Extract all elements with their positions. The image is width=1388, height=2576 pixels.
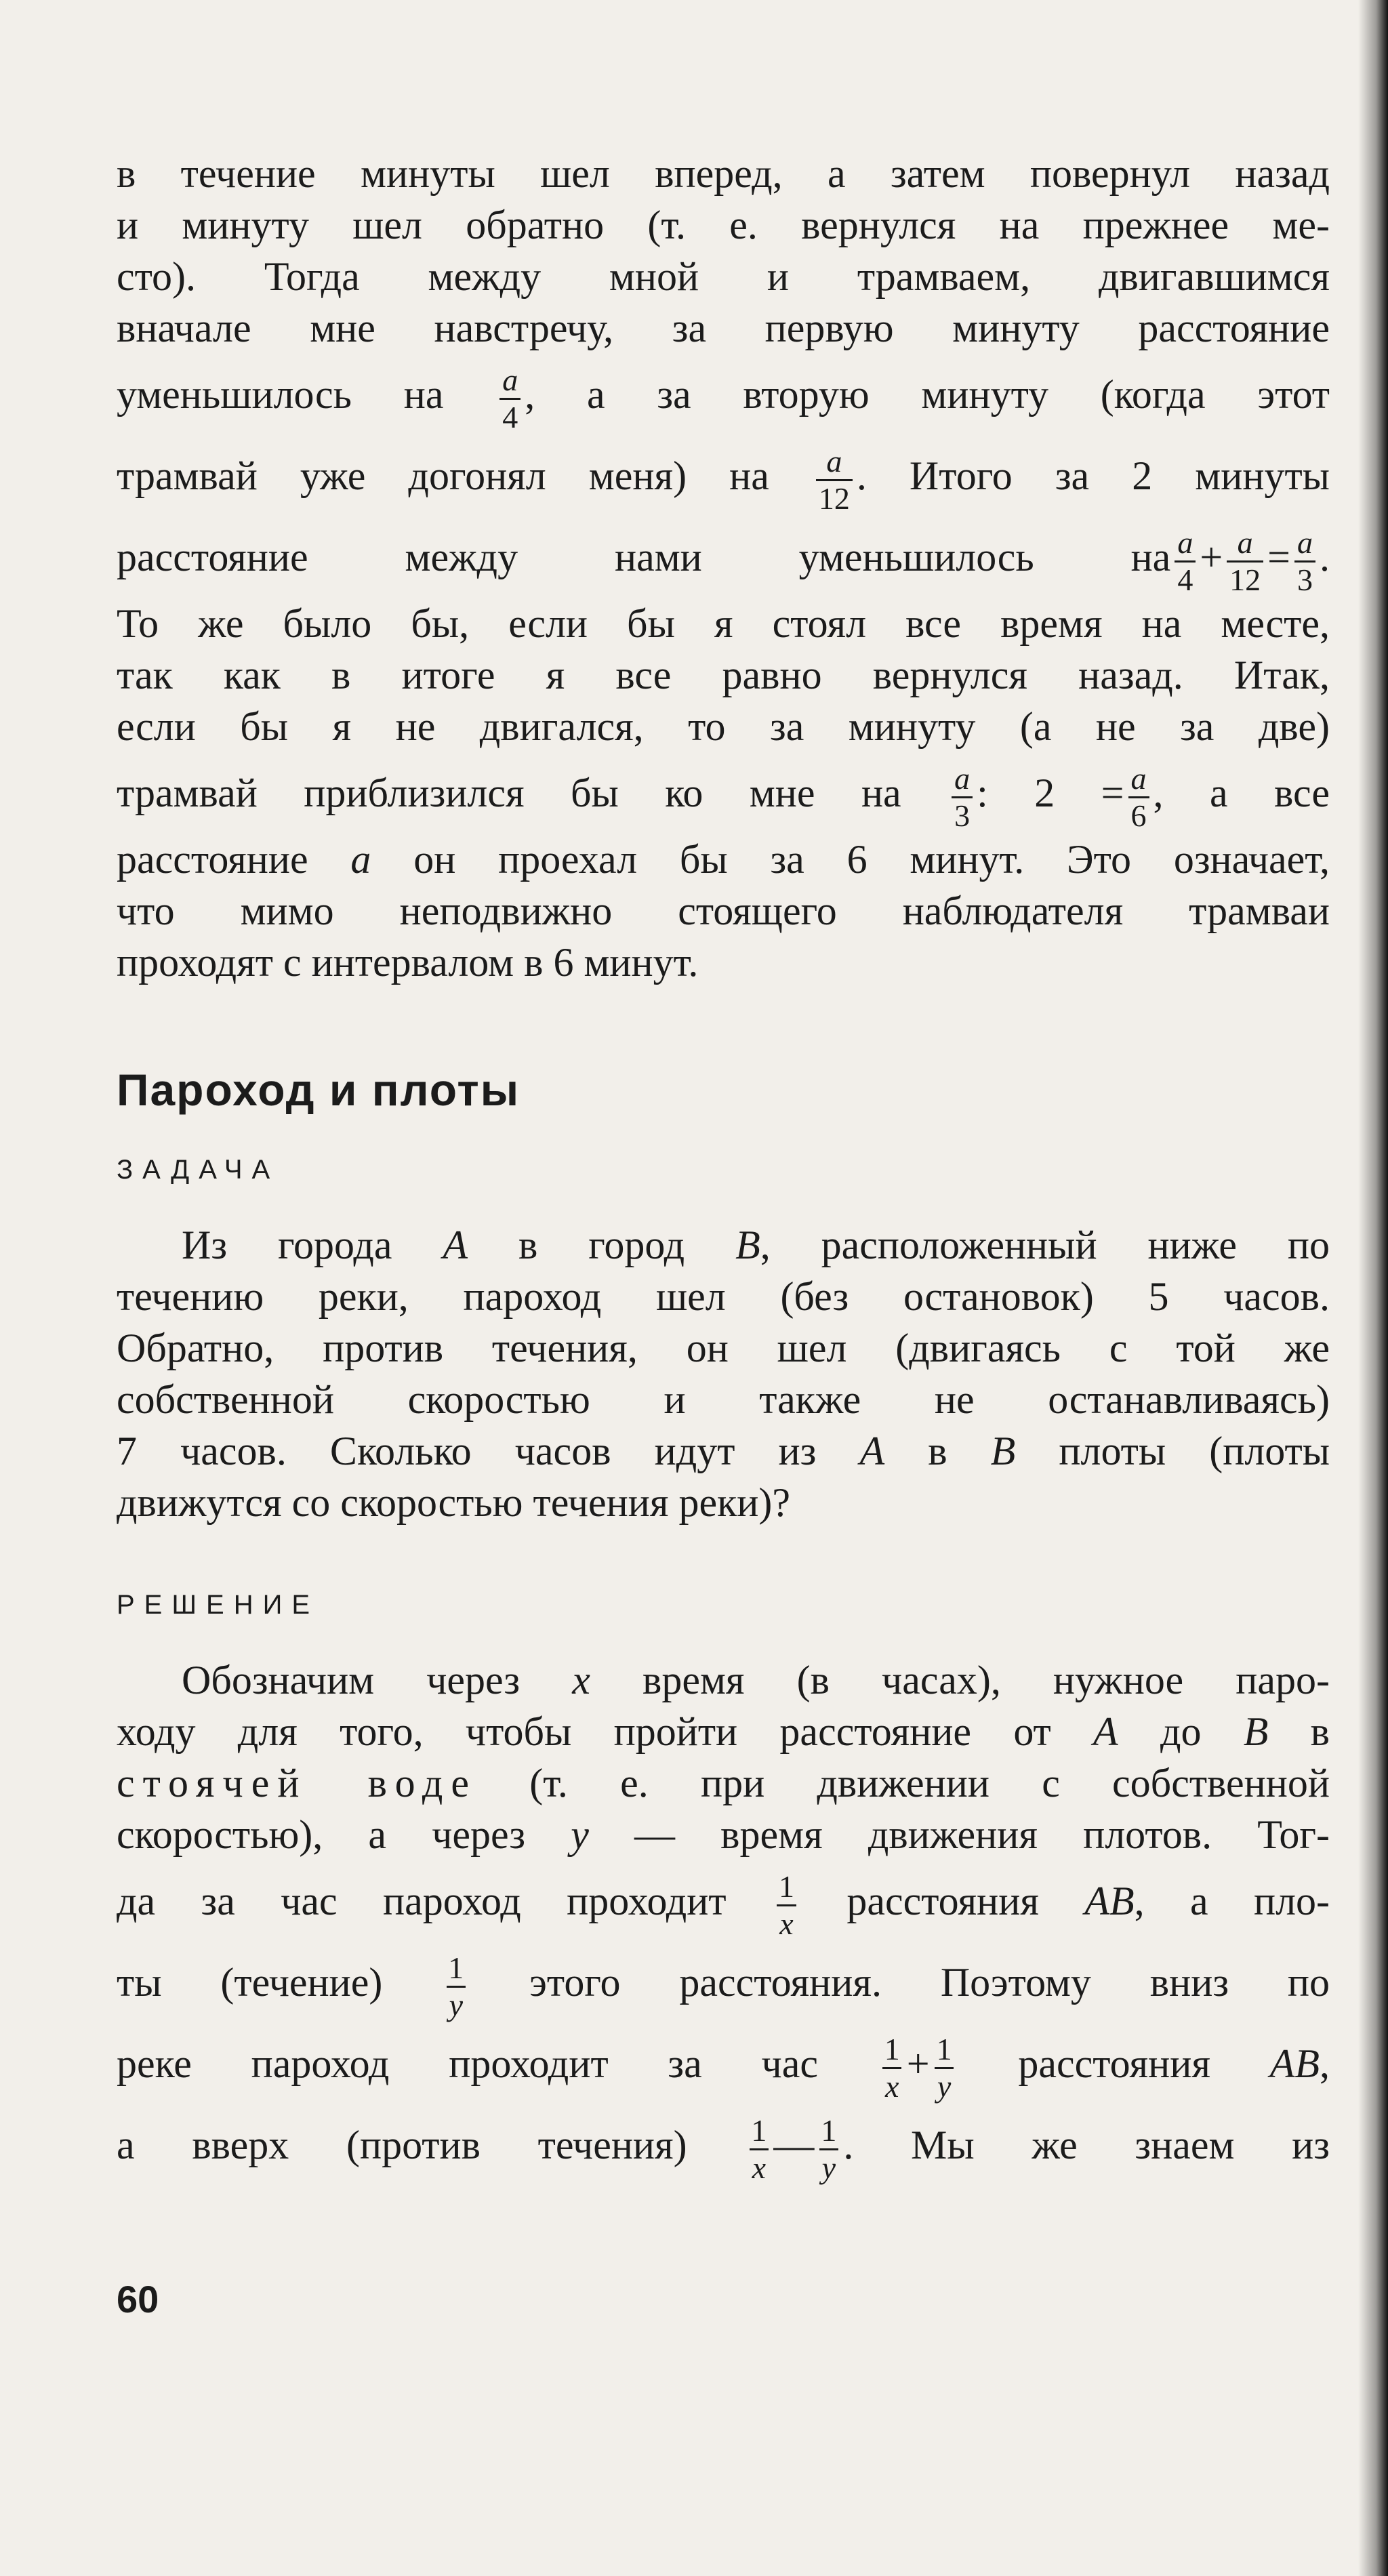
problem-label: ЗАДАЧА — [117, 1155, 280, 1185]
minus-sign: — — [773, 2123, 815, 2167]
text-line: реке пароход проходит за час $\frac{1}{x}$ + $\frac{1}{y}$ расстояния AB, — [117, 2031, 1330, 2104]
text-line: То же было бы, если бы я стоял все время на месте, — [117, 601, 1330, 646]
text-fragment: , а все — [1153, 771, 1330, 815]
text-line: сто). Тогда между мной и трамваем, двигавшимся — [117, 254, 1330, 299]
fraction-a-over-12: $\frac{a}{12}$ — [1227, 525, 1263, 598]
variable-B: B — [1243, 1709, 1269, 1754]
divide-by-two: : 2 = — [977, 771, 1124, 815]
fraction-a-over-3: $\frac{a}{3}$ — [1294, 525, 1315, 598]
emphasized-text: стоячей воде — [117, 1761, 477, 1805]
text-fragment: трамвай приблизился бы ко мне на — [117, 771, 901, 815]
variable-a: a — [350, 837, 371, 882]
text-fragment: уменьшилось на — [117, 372, 444, 417]
plus-sign: + — [906, 2041, 930, 2086]
text-fragment: . — [1320, 535, 1330, 579]
variable-A: A — [1093, 1709, 1118, 1754]
variable-AB: AB — [1084, 1879, 1135, 1923]
problem-paragraph — [117, 1219, 1330, 1528]
book-page — [117, 148, 1330, 2186]
text-line: 7 часов. Сколько часов идут из A в B плоты (плоты — [117, 1429, 1330, 1473]
text-line: собственной скоростью и также не останавливаясь) — [117, 1377, 1330, 1422]
text-line — [117, 435, 1330, 516]
fraction-a-over-3: $\frac{a}{3}$ — [952, 761, 973, 834]
text-line — [117, 354, 1330, 435]
equals-sign: = — [1267, 535, 1290, 579]
intro-paragraph — [117, 148, 1330, 988]
text-line: движутся со скоростью течения реки)? — [117, 1480, 790, 1525]
text-line: стоячей воде (т. е. при движении с собственной — [117, 1761, 1330, 1805]
text-fragment: расстояние между нами уменьшилось на — [117, 535, 1171, 579]
text-line: ходу для того, чтобы пройти расстояние от A до B в — [117, 1709, 1330, 1754]
fraction-1-over-y: $\frac{1}{y}$ — [818, 2113, 839, 2186]
solution-paragraph — [117, 1654, 1330, 2186]
variable-x: x — [572, 1658, 590, 1702]
fraction-1-over-y: $\frac{1}{y}$ — [445, 1950, 466, 2023]
text-fragment: . Итого за 2 минуты — [856, 453, 1330, 498]
text-line: Обратно, против течения, он шел (двигаясь с той же — [117, 1326, 1330, 1370]
section-title: Пароход и плоты — [117, 1065, 520, 1115]
plus-sign: + — [1200, 535, 1223, 579]
text-line — [117, 834, 1330, 885]
text-line: а вверх (против течения) $\frac{1}{x}$ — $\frac{1}{y}$ . Мы же знаем из — [117, 2112, 1330, 2185]
fraction-a-over-4: $\frac{a}{4}$ — [1175, 525, 1196, 598]
text-line: Из города A в город B, расположенный ниже по — [182, 1223, 1330, 1267]
variable-A: A — [443, 1223, 468, 1267]
text-line: и минуту шел обратно (т. е. вернулся на прежнее ме- — [117, 203, 1330, 247]
text-line: вначале мне навстречу, за первую минуту расстояние — [117, 306, 1330, 350]
variable-B: B — [735, 1223, 760, 1267]
text-fragment: он проехал бы за 6 минут. Это означает, — [413, 837, 1330, 882]
text-line: в течение минуты шел вперед, а затем повернул назад — [117, 151, 1330, 196]
fraction-1-over-x: $\frac{1}{x}$ — [882, 2032, 903, 2104]
text-line: Обозначим через x время (в часах), нужное паро- — [182, 1658, 1330, 1702]
fraction-a-over-12: $\frac{a}{12}$ — [816, 444, 853, 516]
text-line: ты (течение) $\frac{1}{y}$ этого расстояния. Поэтому вниз по — [117, 1950, 1330, 2022]
text-line: течению реки, пароход шел (без остановок) 5 часов. — [117, 1274, 1330, 1319]
text-fragment: , а за вторую минуту (когда этот — [525, 372, 1330, 417]
variable-AB: AB — [1269, 2041, 1320, 2086]
fraction-1-over-x: $\frac{1}{x}$ — [748, 2113, 769, 2186]
text-line: если бы я не двигался, то за минуту (а не за две) — [117, 704, 1330, 749]
text-line: да за час пароход проходит $\frac{1}{x}$ расстояния AB, а пло- — [117, 1868, 1330, 1941]
fraction-1-over-x: $\frac{1}{x}$ — [776, 1869, 797, 1942]
text-line: так как в итоге я все равно вернулся назад. Итак, — [117, 653, 1330, 697]
fraction-1-over-y: $\frac{1}{y}$ — [934, 2032, 955, 2104]
variable-B: B — [990, 1429, 1016, 1473]
book-spine-shadow — [1358, 0, 1388, 2576]
solution-label: РЕШЕНИЕ — [117, 1590, 320, 1620]
fraction-a-over-6: $\frac{a}{6}$ — [1128, 761, 1149, 834]
variable-A: A — [859, 1429, 885, 1473]
text-fragment: трамвай уже догонял меня) на — [117, 453, 769, 498]
variable-y: y — [571, 1812, 589, 1857]
text-line: проходят с интервалом в 6 минут. — [117, 940, 699, 985]
fraction-a-over-4: $\frac{a}{4}$ — [499, 363, 520, 435]
text-line — [117, 752, 1330, 834]
text-line: что мимо неподвижно стоящего наблюдателя трамваи — [117, 888, 1330, 933]
text-line — [117, 516, 1330, 598]
page-number: 60 — [117, 2278, 159, 2321]
text-line: скоростью), а через y — время движения плотов. Тог- — [117, 1812, 1330, 1857]
text-fragment: расстояние — [117, 837, 308, 882]
